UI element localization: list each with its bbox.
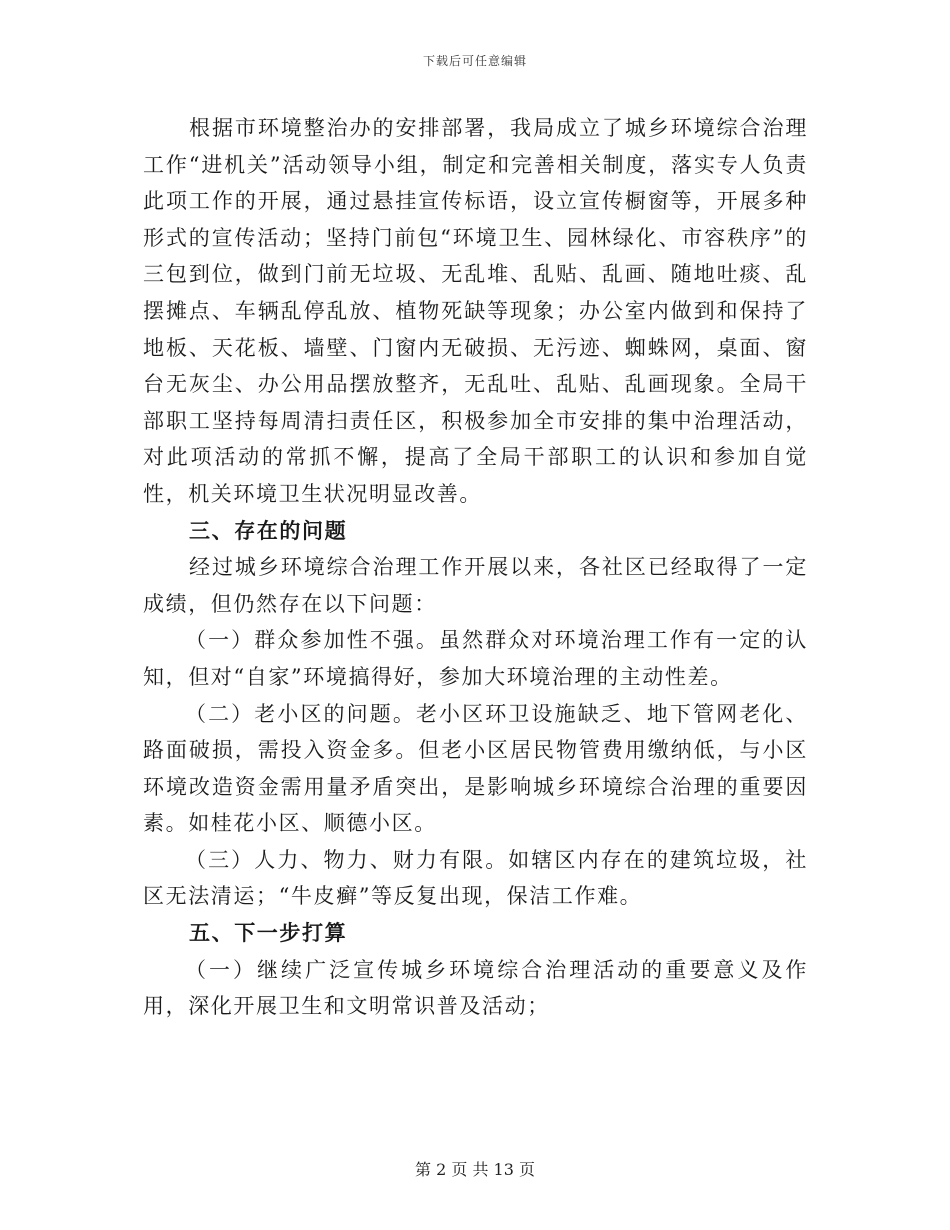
problem-item-3: （三）人力、物力、财力有限。如辖区内存在的建筑垃圾，社区无法清运；“牛皮癣”等反复出现，保洁工作难。 <box>143 847 808 909</box>
page-header: 下载后可任意编辑 <box>422 54 527 68</box>
document-body <box>143 110 808 1025</box>
plan-item-1: （一）继续广泛宣传城乡环境综合治理活动的重要意义及作用，深化开展卫生和文明常识普及活动； <box>143 957 808 1019</box>
section-heading-next-steps: 五、下一步打算 <box>189 920 348 946</box>
paragraph-problems-intro: 经过城乡环境综合治理工作开展以来，各社区已经取得了一定成绩，但仍然存在以下问题： <box>143 555 808 616</box>
problem-item-2: （二）老小区的问题。老小区环卫设施缺乏、地下管网老化、路面破损，需投入资金多。但老小区居民物管费用缴纳低，与小区环境改造资金需用量矛盾突出，是影响城乡环境综合治理的重要因素。如桂花小区、顺德小区。 <box>143 701 808 836</box>
paragraph-activities: 根据市环境整治办的安排部署，我局成立了城乡环境综合治理工作“进机关”活动领导小组，制定和完善相关制度，落实专人负责此项工作的开展，通过悬挂宣传标语，设立宣传橱窗等，开展多种形式的宣传活动；坚持门前包“环境卫生、园林绿化、市容秩序”的三包到位，做到门前无垃圾、无乱堆、乱贴、乱画、随地吐痰、乱摆摊点、车辆乱停乱放、植物死缺等现象；办公室内做到和保持了地板、天花板、墙壁、门窗内无破损、无污迹、蜘蛛网，桌面、窗台无灰尘、办公用品摆放整齐，无乱吐、乱贴、乱画现象。全局干部职工坚持每周清扫责任区，积极参加全市安排的集中治理活动，对此项活动的常抓不懈，提高了全局干部职工的认识和参加自觉性，机关环境卫生状况明显改善。 <box>143 116 808 506</box>
problem-item-1: （一）群众参加性不强。虽然群众对环境治理工作有一定的认知，但对“自家”环境搞得好，参加大环境治理的主动性差。 <box>143 628 808 689</box>
section-heading-problems: 三、存在的问题 <box>189 517 348 543</box>
page-number: 第 2 页 共 13 页 <box>415 1160 535 1179</box>
